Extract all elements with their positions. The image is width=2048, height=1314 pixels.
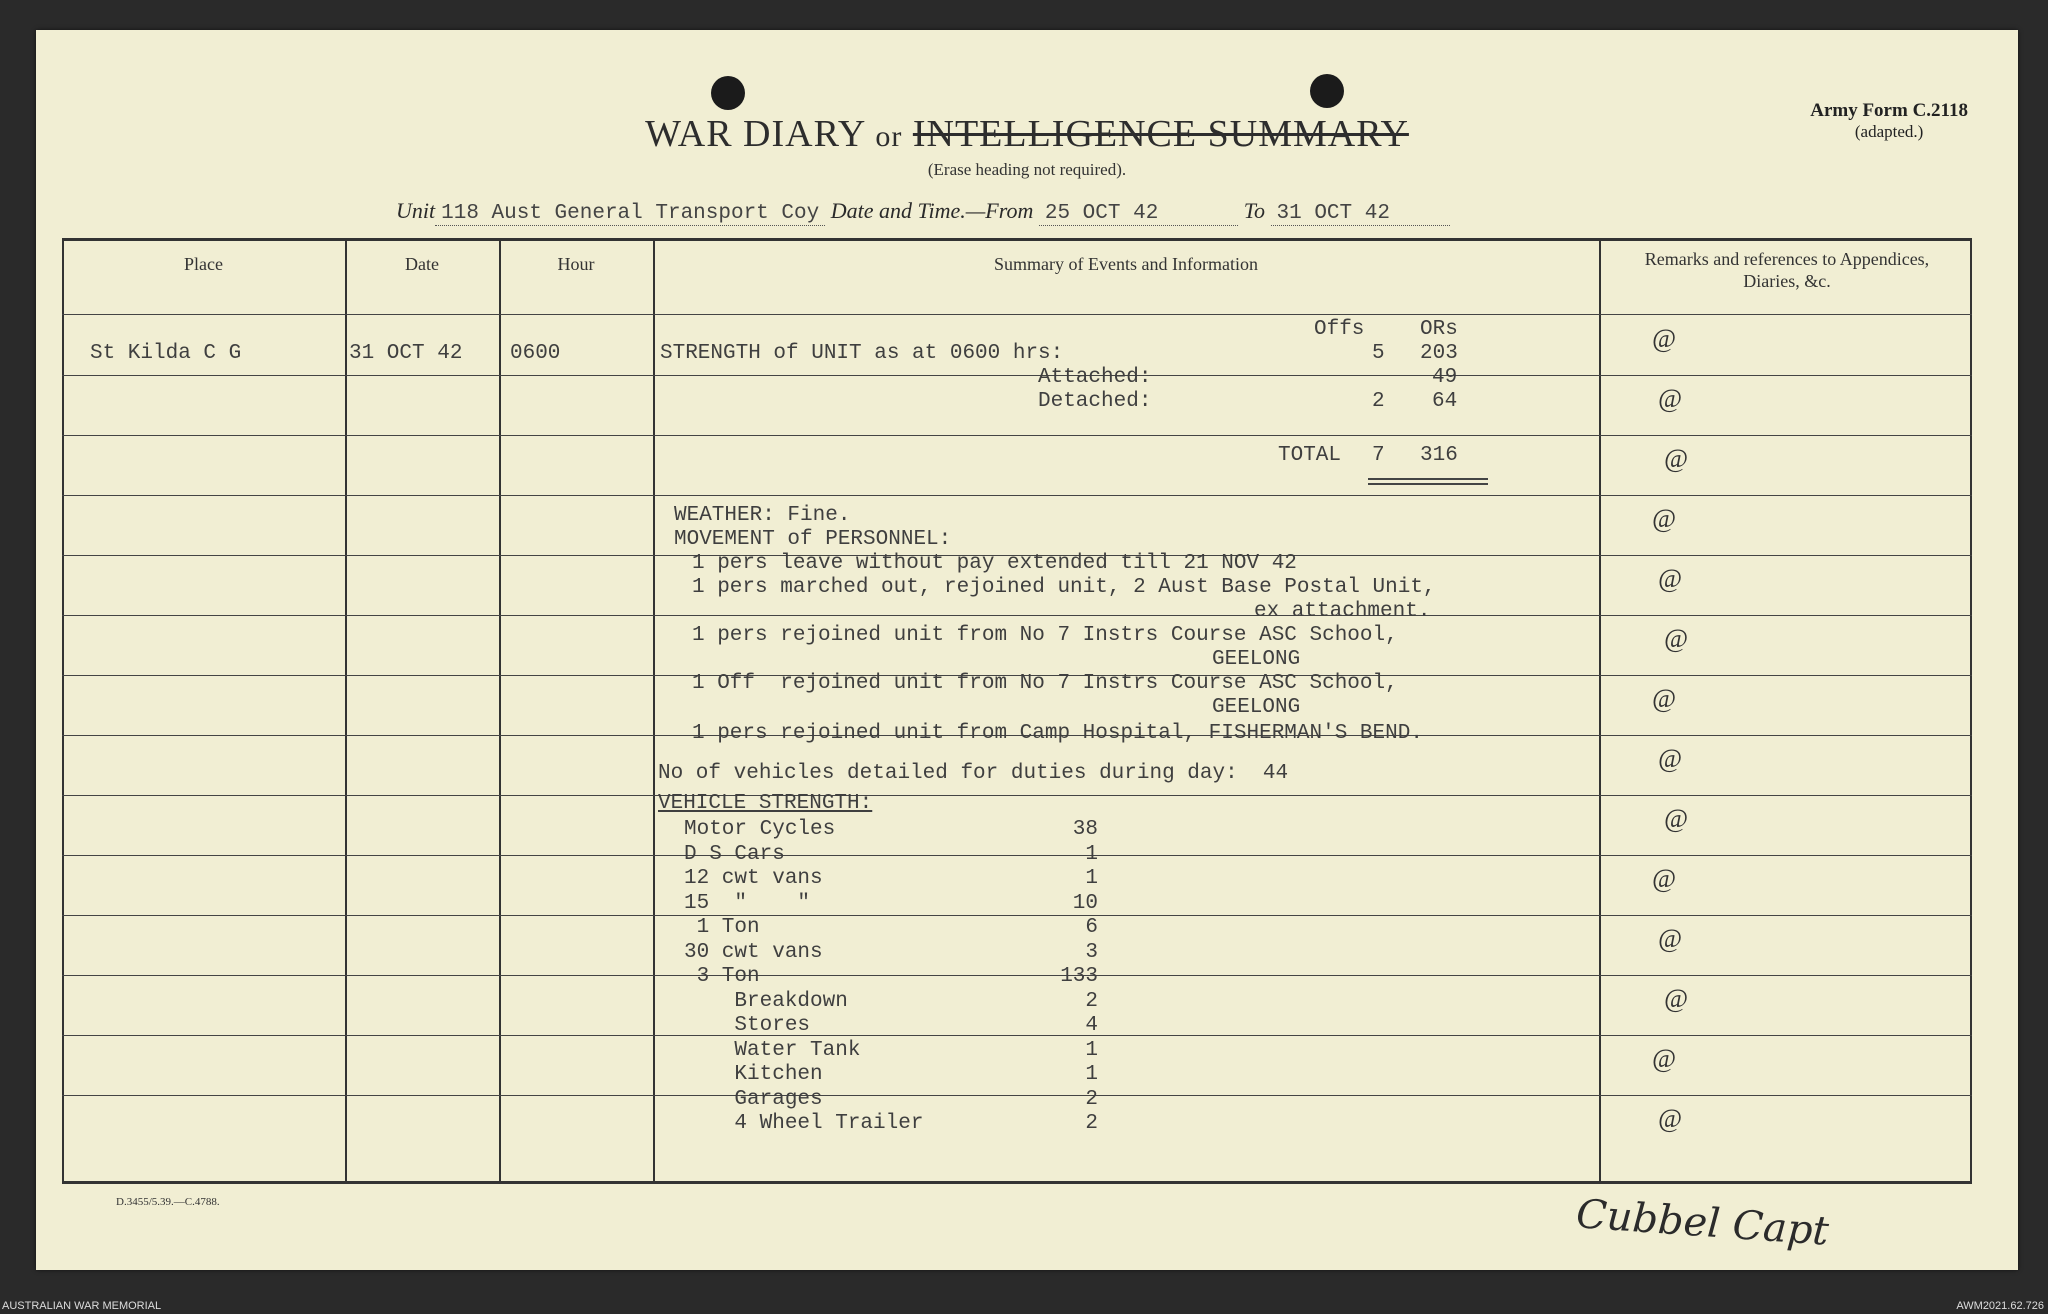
vehicle-type: Motor Cycles bbox=[684, 818, 836, 841]
vehicle-count: 1 bbox=[1085, 842, 1098, 866]
entry-date: 31 OCT 42 bbox=[349, 342, 463, 365]
column-rule bbox=[62, 238, 64, 1184]
vehicles-detailed-line: No of vehicles detailed for duties during day: 44 bbox=[658, 762, 1289, 785]
unit-value: 118 Aust General Transport Coy bbox=[435, 202, 825, 226]
remarks-mark: @ bbox=[1652, 324, 1676, 353]
archive-caption: AUSTRALIAN WAR MEMORIAL bbox=[2, 1300, 162, 1312]
vehicle-type: Breakdown bbox=[684, 989, 848, 1013]
row-rule bbox=[62, 495, 1972, 496]
detached-label: Detached: bbox=[1038, 390, 1152, 413]
vehicle-count: 133 bbox=[1060, 965, 1098, 988]
vehicle-type: 12 cwt vans bbox=[684, 867, 823, 890]
column-rule bbox=[499, 238, 501, 1184]
vehicle-strength-heading: VEHICLE STRENGTH: bbox=[658, 792, 873, 815]
strength-unit-offs: 5 bbox=[1372, 342, 1385, 365]
vehicle-count: 2 bbox=[1085, 1112, 1098, 1135]
row-rule bbox=[62, 375, 1972, 376]
row-rule bbox=[62, 915, 1972, 916]
row-rule bbox=[62, 314, 1972, 315]
row-rule bbox=[62, 435, 1972, 436]
archive-id: AWM2021.62.726 bbox=[1956, 1300, 2044, 1312]
remarks-mark: @ bbox=[1652, 684, 1676, 713]
title-main: WAR DIARY bbox=[645, 113, 865, 155]
movement-heading: MOVEMENT of PERSONNEL: bbox=[674, 528, 952, 551]
remarks-mark: @ bbox=[1664, 984, 1688, 1013]
vehicle-count: 10 bbox=[1072, 891, 1098, 915]
movement-entry: 1 pers leave without pay extended till 21 NOV 42 bbox=[692, 552, 1297, 575]
remarks-mark: @ bbox=[1652, 1044, 1676, 1073]
vehicle-count: 2 bbox=[1085, 989, 1098, 1013]
remarks-mark: @ bbox=[1664, 624, 1688, 653]
vehicle-type: 1 Ton bbox=[684, 916, 760, 939]
army-form-id bbox=[1810, 100, 1968, 142]
strength-unit-ors: 203 bbox=[1420, 342, 1458, 365]
header-summary: Summary of Events and Information bbox=[994, 254, 1258, 274]
weather-line: WEATHER: Fine. bbox=[674, 504, 851, 527]
remarks-mark: @ bbox=[1664, 804, 1688, 833]
movement-entry: 1 pers marched out, rejoined unit, 2 Aust Base Postal Unit, bbox=[692, 576, 1436, 599]
form-subtitle: (Erase heading not required). bbox=[927, 160, 1127, 179]
vehicle-count: 4 bbox=[1085, 1014, 1098, 1037]
to-value: 31 OCT 42 bbox=[1271, 202, 1450, 226]
vehicle-type: 30 cwt vans bbox=[684, 940, 823, 964]
vehicle-count: 6 bbox=[1085, 916, 1098, 939]
total-label: TOTAL bbox=[1278, 444, 1342, 467]
header-date: Date bbox=[405, 254, 439, 274]
punch-hole bbox=[711, 76, 745, 110]
remarks-mark: @ bbox=[1658, 564, 1682, 593]
entry-place: St Kilda C G bbox=[90, 342, 242, 365]
row-rule bbox=[62, 795, 1972, 796]
movement-entry: 1 pers rejoined unit from No 7 Instrs Course ASC School, bbox=[692, 624, 1398, 647]
attached-label: Attached: bbox=[1038, 366, 1152, 389]
vehicle-count: 1 bbox=[1085, 1063, 1098, 1086]
strength-label: STRENGTH of UNIT as at 0600 hrs: bbox=[660, 342, 1064, 365]
vehicle-count: 3 bbox=[1085, 940, 1098, 964]
vehicle-type: Water Tank bbox=[684, 1038, 861, 1062]
header-hour: Hour bbox=[557, 254, 595, 274]
table-bottom-rule bbox=[62, 1181, 1972, 1184]
title-or: or bbox=[875, 120, 903, 153]
total-offs: 7 bbox=[1372, 444, 1385, 467]
vehicle-type: Stores bbox=[684, 1014, 811, 1037]
remarks-mark: @ bbox=[1658, 924, 1682, 953]
remarks-mark: @ bbox=[1658, 1104, 1682, 1133]
column-rule bbox=[653, 238, 655, 1184]
vehicle-count: 2 bbox=[1085, 1087, 1098, 1111]
punch-hole bbox=[1310, 74, 1344, 108]
total-ors: 316 bbox=[1420, 444, 1458, 467]
army-form-number: Army Form C.2118 bbox=[1810, 100, 1968, 121]
form-title bbox=[36, 112, 2018, 156]
from-value: 25 OCT 42 bbox=[1039, 202, 1238, 226]
col-ors-label: ORs bbox=[1420, 318, 1458, 341]
attached-ors: 49 bbox=[1432, 366, 1458, 389]
form-print-code: D.3455/5.39.—C.4788. bbox=[116, 1196, 220, 1208]
movement-entry-cont: ex attachment. bbox=[1254, 600, 1431, 623]
unit-label: Unit bbox=[396, 198, 436, 223]
row-rule bbox=[62, 615, 1972, 616]
movement-entry: 1 Off rejoined unit from No 7 Instrs Course ASC School, bbox=[692, 672, 1398, 695]
row-rule bbox=[62, 855, 1972, 856]
col-offs-label: Offs bbox=[1314, 318, 1365, 341]
movement-entry: 1 pers rejoined unit from Camp Hospital, FISHERMAN'S BEND. bbox=[692, 722, 1423, 745]
table-top-rule bbox=[62, 238, 1972, 241]
vehicle-type: 3 Ton bbox=[684, 965, 760, 988]
unit-line bbox=[396, 198, 1696, 225]
vehicle-count: 1 bbox=[1085, 867, 1098, 890]
vehicle-type: D S Cars bbox=[684, 842, 785, 866]
total-double-underline bbox=[1368, 478, 1488, 485]
remarks-mark: @ bbox=[1658, 384, 1682, 413]
header-remarks: Remarks and references to Appendices, Diaries, &c. bbox=[1644, 249, 1930, 291]
signature: Cubbel Capt bbox=[1574, 1191, 1831, 1255]
date-time-label: Date and Time.—From bbox=[830, 198, 1034, 223]
to-label: To bbox=[1243, 198, 1266, 223]
row-rule bbox=[62, 1035, 1972, 1036]
remarks-mark: @ bbox=[1652, 864, 1676, 893]
detached-ors: 64 bbox=[1432, 390, 1458, 413]
remarks-mark: @ bbox=[1658, 744, 1682, 773]
entry-hour: 0600 bbox=[510, 342, 561, 365]
remarks-mark: @ bbox=[1652, 504, 1676, 533]
detached-offs: 2 bbox=[1372, 390, 1385, 413]
vehicle-type: Garages bbox=[684, 1087, 823, 1111]
title-struck: INTELLIGENCE SUMMARY bbox=[912, 113, 1409, 155]
row-rule bbox=[62, 975, 1972, 976]
movement-entry-cont: GEELONG bbox=[1212, 648, 1301, 671]
vehicle-type: Kitchen bbox=[684, 1063, 823, 1086]
vehicle-type: 15 " " bbox=[684, 891, 811, 915]
column-rule bbox=[1970, 238, 1972, 1184]
header-place: Place bbox=[184, 254, 223, 274]
diary-table bbox=[62, 238, 1972, 1184]
vehicle-count: 38 bbox=[1072, 818, 1098, 841]
remarks-mark: @ bbox=[1664, 444, 1688, 473]
vehicle-type: 4 Wheel Trailer bbox=[684, 1112, 924, 1135]
column-rule bbox=[345, 238, 347, 1184]
war-diary-sheet bbox=[36, 30, 2018, 1270]
movement-entry-cont: GEELONG bbox=[1212, 696, 1301, 719]
vehicle-count: 1 bbox=[1085, 1038, 1098, 1062]
row-rule bbox=[62, 1095, 1972, 1096]
army-form-adapted: (adapted.) bbox=[1854, 122, 1924, 141]
column-rule bbox=[1599, 238, 1601, 1184]
